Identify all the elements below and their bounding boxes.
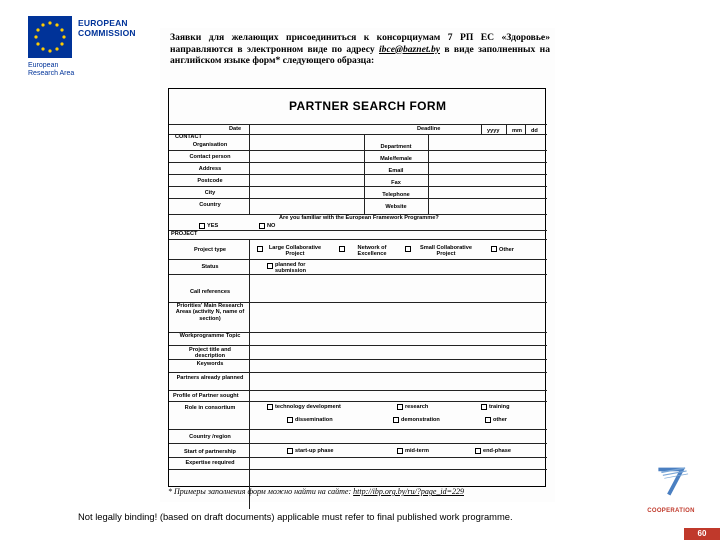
other-role-checkbox[interactable]: [485, 417, 491, 423]
dissemination-checkbox[interactable]: [287, 417, 293, 423]
tech-dev-checkbox[interactable]: [267, 404, 273, 410]
email-label: Email: [388, 168, 404, 174]
era-name: European Research Area: [28, 62, 75, 77]
european-commission-logo: [28, 16, 168, 82]
org-name: EUROPEAN COMMISSION: [78, 18, 136, 38]
contact-email[interactable]: ibce@baznet.by: [379, 43, 441, 55]
training-checkbox[interactable]: [481, 404, 487, 410]
dd-label: dd: [531, 128, 538, 134]
partner-search-form: [168, 88, 546, 487]
yes-label: YES: [207, 223, 219, 229]
demonstration-label: demonstration: [401, 417, 440, 423]
training-label: training: [489, 404, 510, 410]
tech-dev-label: technology development: [275, 404, 341, 410]
country-region-label: Country /region: [189, 434, 231, 440]
male-female-label: Male/female: [380, 156, 412, 162]
large-collab-label: Large Collaborative Project: [268, 245, 322, 258]
mm-label: mm: [512, 128, 522, 134]
project-type-label: Project type: [193, 247, 227, 253]
telephone-label: Telephone: [382, 192, 410, 198]
project-title-label: Project title and description: [189, 347, 231, 360]
midterm-checkbox[interactable]: [397, 448, 403, 454]
website-label: Website: [385, 204, 407, 210]
planned-label: planned for submission: [275, 262, 307, 275]
postcode-label: Postcode: [197, 178, 223, 184]
large-collab-checkbox[interactable]: [257, 246, 263, 252]
form-title: PARTNER SEARCH FORM: [289, 99, 447, 113]
endphase-checkbox[interactable]: [475, 448, 481, 454]
familiar-question: Are you familiar with the European Framework Programme?: [279, 215, 439, 221]
profile-label: Profile of Partner sought: [173, 393, 239, 399]
eu-flag-icon: [28, 16, 72, 58]
scanned-document: [160, 28, 555, 502]
small-collab-label: Small Collaborative Project: [420, 245, 472, 258]
midterm-label: mid-term: [405, 448, 429, 454]
other-label: Other: [499, 247, 514, 253]
research-label: research: [405, 404, 429, 410]
small-collab-checkbox[interactable]: [405, 246, 411, 252]
endphase-label: end-phase: [483, 448, 511, 454]
page-number: 60: [684, 528, 720, 540]
network-checkbox[interactable]: [339, 246, 345, 252]
project-label: PROJECT: [171, 231, 198, 237]
footnote-link[interactable]: http://ibp.org.by/ru/?page_id=229: [353, 487, 464, 496]
priorities-label: Priorities' Main Research Areas (activity N, name of section): [175, 303, 245, 322]
contact-person-label: Contact person: [189, 154, 231, 160]
yyyy-label: yyyy: [487, 128, 500, 134]
intro-paragraph: Заявки для желающих присоединиться к консорциумам 7 РП ЕС «Здоровье» направляются в электронном виде по адресу ibce@baznet.by в виде заполненных на английском языке форм* следующего образца:: [170, 32, 550, 66]
partners-planned-label: Partners already planned: [176, 375, 244, 381]
workprogramme-label: Workprogramme Topic: [179, 333, 241, 339]
research-checkbox[interactable]: [397, 404, 403, 410]
status-label: Status: [201, 264, 219, 270]
startup-label: start-up phase: [295, 448, 334, 454]
startup-checkbox[interactable]: [287, 448, 293, 454]
contact-label: CONTACT: [175, 134, 202, 140]
no-checkbox[interactable]: [259, 223, 265, 229]
deadline-label: Deadline: [417, 126, 441, 132]
department-label: Department: [380, 144, 412, 150]
no-label: NO: [267, 223, 276, 229]
expertise-label: Expertise required: [185, 460, 235, 466]
planned-checkbox[interactable]: [267, 263, 273, 269]
address-label: Address: [198, 166, 222, 172]
yes-checkbox[interactable]: [199, 223, 205, 229]
organisation-label: Organisation: [192, 142, 228, 148]
keywords-label: Keywords: [196, 361, 224, 367]
demonstration-checkbox[interactable]: [393, 417, 399, 423]
start-partnership-label: Start of partnership: [184, 449, 236, 455]
role-label: Role in consortium: [184, 405, 236, 411]
fax-label: Fax: [391, 180, 401, 186]
dissemination-label: dissemination: [295, 417, 333, 423]
fp7-swirl-icon: [640, 462, 702, 508]
cooperation-logo: [640, 462, 702, 524]
call-refs-label: Call references: [189, 289, 231, 295]
other-role-label: other: [493, 417, 507, 423]
city-label: City: [204, 190, 216, 196]
date-label: Date: [229, 126, 242, 132]
disclaimer-text: Not legally binding! (based on draft documents) applicable must refer to final published work programme.: [78, 511, 513, 522]
cooperation-label: COOPERATION: [647, 508, 695, 514]
network-label: Network of Excellence: [357, 245, 387, 258]
footnote: * Примеры заполнения форм можно найти на сайте: http://ibp.org.by/ru/?page_id=229: [168, 487, 464, 496]
country-label: Country: [199, 202, 221, 208]
other-checkbox[interactable]: [491, 246, 497, 252]
